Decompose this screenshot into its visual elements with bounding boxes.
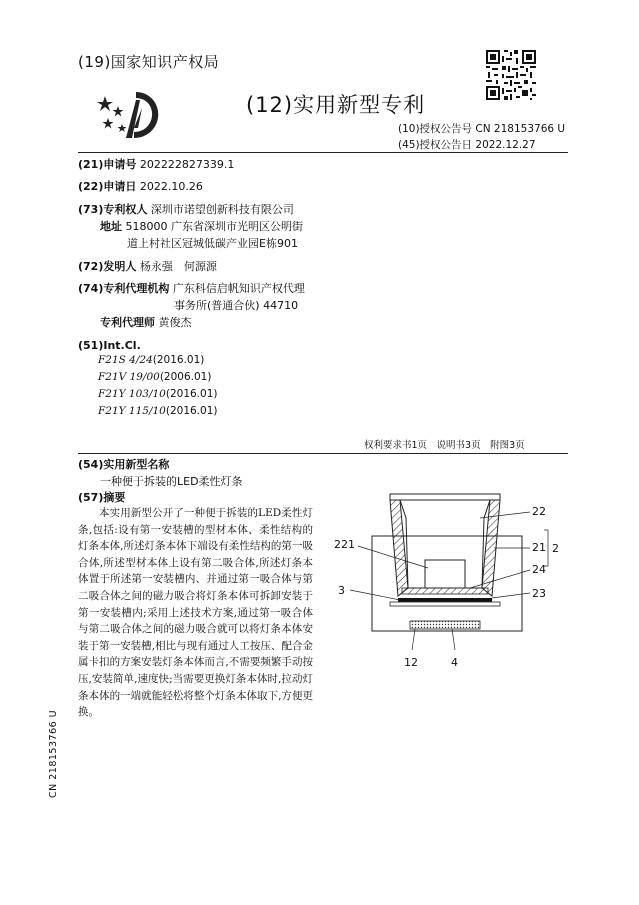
- inventor-label: (72)发明人: [78, 260, 137, 273]
- figure-label: 221: [334, 538, 355, 551]
- ipc-entry: F21Y 103/10(2016.01): [98, 388, 218, 400]
- bottom-magnet: [410, 621, 480, 629]
- abstract-text: 本实用新型公开了一种便于拆装的LED柔性灯条,包括:设有第一安装槽的型材本体、柔性结构的灯条本体,所述灯条本体下端设有柔性结构的第一吸合体,所述型材本体上设有第二吸合体,所述灯条本体置于所述第一安装槽内、并通过第一吸合体与第二吸合体之间的磁力吸合将灯条本体可拆卸安装于第一安装槽内;采用上述技术方案,通过第一吸合体与第二吸合体之间的磁力吸合就可以将灯条本体安装于第一安装槽,相比与现有通过人工按压、配合金属卡扣的方案安装灯条本体而言,不需要频繁手动按压,安装简单,速度快;当需要更换灯条本体时,拉动灯条本体的一端就能轻松将整个灯条本体取下,方便更换。: [78, 507, 313, 719]
- figure-label: 23: [532, 587, 546, 600]
- utility-model-title: 一种便于拆装的LED柔性灯条: [100, 475, 243, 488]
- pub-no-label: (10)授权公告号: [398, 123, 473, 135]
- figure-label: 21: [532, 541, 546, 554]
- ipc-entry: F21S 4/24(2016.01): [98, 354, 205, 366]
- document-type-title: (12)实用新型专利: [246, 93, 426, 117]
- app-date-label: (22)申请日: [78, 180, 137, 193]
- address-line-2: 道上村社区冠城低碳产业园E栋901: [127, 237, 298, 250]
- figure-label: 4: [451, 656, 458, 669]
- pages-info: 权利要求书1页 说明书3页 附图3页: [364, 440, 525, 451]
- abstract-label: (57)摘要: [78, 491, 126, 504]
- side-publication-code: CN 218153766 U: [48, 709, 59, 798]
- figure-label: 2: [552, 542, 559, 555]
- pub-date-label: (45)授权公告日: [398, 139, 473, 151]
- figure-label: 12: [404, 656, 418, 669]
- base-plate: [390, 602, 500, 606]
- magnet-layer: [398, 598, 492, 602]
- strip-layer: [402, 588, 488, 594]
- agent-name: 黄俊杰: [158, 316, 192, 329]
- agent-label: 专利代理师: [100, 316, 155, 329]
- top-lip: [390, 494, 500, 500]
- cnipa-logo: [92, 86, 172, 142]
- pub-date-value: 2022.12.27: [475, 139, 536, 151]
- inner-cavity: [400, 500, 490, 588]
- ipc-entry: F21V 19/00(2006.01): [98, 371, 212, 383]
- patentee-label: (73)专利权人: [78, 203, 148, 216]
- agency-label: (74)专利代理机构: [78, 282, 170, 295]
- app-date-value: 2022.10.26: [139, 180, 203, 193]
- qr-code: [486, 50, 536, 100]
- app-no-value: 202222827339.1: [139, 158, 235, 171]
- address-label: 地址: [100, 220, 122, 233]
- section-divider: [78, 453, 568, 454]
- header-divider: [78, 152, 568, 153]
- figure-label: 22: [532, 505, 546, 518]
- agency-line-2: 事务所(普通合伙) 44710: [174, 299, 299, 312]
- pub-no-value: CN 218153766 U: [475, 123, 566, 135]
- agency-line-1: 广东科信启帆知识产权代理: [172, 282, 305, 295]
- patentee-value: 深圳市诺望创新科技有限公司: [150, 203, 294, 216]
- patent-office-name: (19)国家知识产权局: [78, 53, 220, 71]
- address-line-1: 518000 广东省深圳市光明区公明街: [125, 220, 303, 233]
- int-cl-label: (51)Int.Cl.: [78, 339, 141, 352]
- led-chip: [425, 560, 465, 588]
- figure-label: 24: [532, 563, 546, 576]
- app-no-label: (21)申请号: [78, 158, 137, 171]
- figure-label: 3: [338, 584, 345, 597]
- ipc-entry: F21Y 115/10(2016.01): [98, 405, 218, 417]
- abstract-figure: [330, 488, 580, 678]
- name-label: (54)实用新型名称: [78, 458, 170, 471]
- inventor-names: 杨永强 何源源: [139, 260, 217, 273]
